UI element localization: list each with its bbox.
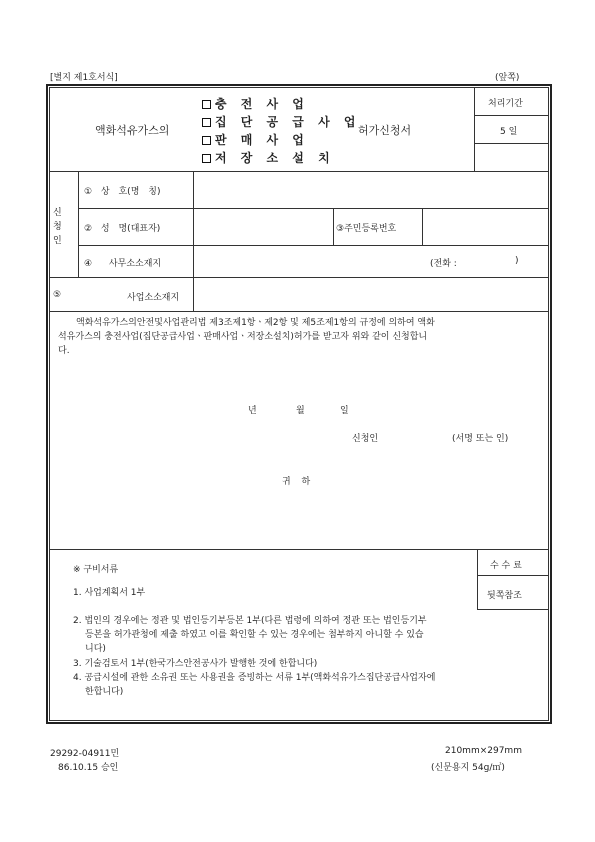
statement-line-2: 석유가스의 충전사업(집단공급사업ㆍ판매사업ㆍ저장소설치)허가를 받고자 위와 같이 신청합니 (58, 332, 428, 342)
resident-number-label: ③주민등록번호 (336, 224, 397, 234)
row-divider-4 (49, 311, 549, 312)
trade-name-field[interactable] (194, 172, 548, 207)
option-group-supply[interactable]: 집 단 공 급 사 업 (202, 113, 360, 130)
fee-label: 수 수 료 (490, 561, 522, 571)
name-label: ② 성 명(대표자) (84, 224, 161, 234)
page-side-label: (앞쪽) (495, 73, 520, 83)
applicant-side-divider (78, 171, 79, 277)
checkbox-icon[interactable] (202, 118, 211, 127)
addressee: 귀 하 (282, 477, 311, 487)
fee-divider-v (477, 549, 478, 609)
applicant-signature-label: 신청인 (352, 434, 379, 444)
required-docs-heading: ※ 구비서류 (73, 565, 119, 575)
title-prefix: 액화석유가스의 (95, 124, 170, 137)
trade-name-label: ① 상 호(명 칭) (84, 187, 161, 197)
option-sales[interactable]: 판 매 사 업 (202, 131, 309, 148)
checkbox-icon[interactable] (202, 100, 211, 109)
checkbox-icon[interactable] (202, 136, 211, 145)
option-charging[interactable]: 충 전 사 업 (202, 95, 309, 112)
paper-type: (신문용지 54g/㎡) (431, 763, 505, 773)
phone-label: (전화 : (430, 259, 457, 269)
business-site-label: 사업소소재지 (127, 293, 180, 303)
option-storage[interactable]: 저 장 소 설 치 (202, 149, 335, 166)
processing-period-label: 처리기간 (488, 99, 523, 109)
statement-line-1: 액화석유가스의안전및사업관리법 제3조제1항ㆍ제2항 및 제5조제1항의 규정에 의하여 액화 (76, 318, 435, 328)
doc-item-2-line-1: 2. 법인의 경우에는 정관 및 법인등기부등본 1부(다른 법령에 의하여 정관 또는 법인등기부 (73, 616, 427, 626)
form-code: 29292-04911민 (50, 749, 120, 759)
date-year: 년 (248, 406, 257, 416)
resident-divider-1 (333, 208, 334, 245)
applicant-side-label: 신 청 인 (53, 208, 62, 246)
approval-date: 86.10.15 승인 (58, 763, 119, 773)
processing-period-value: 5 일 (500, 127, 518, 137)
fee-value: 뒷쪽참조 (487, 591, 522, 601)
statement-line-3: 다. (58, 346, 70, 356)
phone-close: ) (515, 256, 519, 266)
fee-divider-h2 (477, 609, 549, 610)
office-address-field[interactable] (194, 246, 548, 276)
date-month: 월 (296, 406, 305, 416)
business-site-field[interactable] (194, 278, 548, 310)
doc-item-2-line-2: 등본을 허가관청에 제출 하였고 이를 확인할 수 있는 경우에는 첨부하지 아니할 수 있습 (85, 630, 424, 640)
signature-note: (서명 또는 인) (452, 434, 509, 444)
docs-divider (49, 549, 549, 550)
resident-number-field[interactable] (423, 209, 548, 244)
date-day: 일 (340, 406, 349, 416)
doc-item-3: 3. 기술검토서 1부(한국가스안전공사가 발행한 것에 한합니다) (73, 659, 318, 669)
paper-size: 210mm×297mm (445, 746, 522, 756)
fee-divider-h1 (477, 575, 549, 576)
period-divider-1 (474, 115, 549, 116)
office-address-label: ④ 사무소소재지 (84, 259, 162, 269)
doc-item-2-line-3: 니다) (85, 644, 106, 654)
business-site-number: ⑤ (53, 290, 62, 300)
title-suffix: 허가신청서 (358, 124, 412, 137)
doc-item-4-line-1: 4. 공급시설에 관한 소유권 또는 사용권을 증빙하는 서류 1부(액화석유가스집단공급사업자에 (73, 673, 436, 683)
doc-item-4-line-2: 한합니다) (85, 687, 124, 697)
title-divider (474, 87, 475, 171)
form-number-label: [별지 제1호서식] (50, 73, 118, 83)
name-field[interactable] (194, 209, 332, 244)
checkbox-icon[interactable] (202, 154, 211, 163)
doc-item-1: 1. 사업계획서 1부 (73, 588, 146, 598)
period-divider-2 (474, 143, 549, 144)
